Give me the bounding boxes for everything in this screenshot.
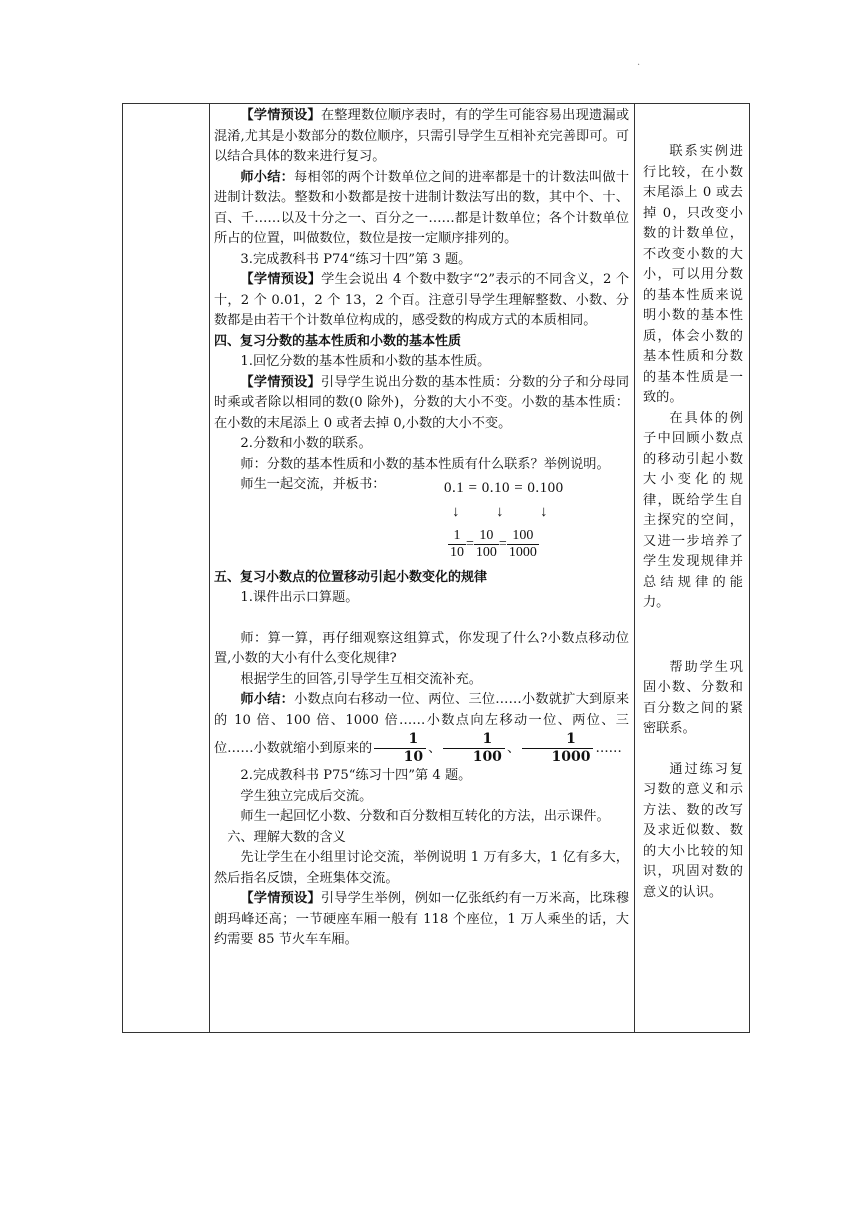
paragraph: 【学情预设】引导学生说出分数的基本性质：分数的分子和分母同时乘或者除以相同的数(0 除外)，分数的大小不变。小数的基本性质：在小数的末尾添上 0 或者去掉 0,小数的大小不变。 bbox=[214, 374, 630, 431]
paragraph: 师：分数的基本性质和小数的基本性质有什么联系？举例说明。 bbox=[240, 456, 610, 472]
board-writing bbox=[214, 476, 629, 568]
paragraph: 学生独立完成后交流。 bbox=[240, 788, 373, 804]
design-note: 在具体的例子中回顾小数点的移动引起小数大小变化的规律，既给学生自主探究的空间，又进一步培养了学生发现规律并总结规律的能力。 bbox=[643, 410, 743, 610]
process-column bbox=[210, 104, 635, 1033]
paragraph: 【学情预设】在整理数位顺序表时，有的学生可能容易出现遗漏或混淆,尤其是小数部分的数位顺序，只需引导学生互相补充完善即可。可以结合具体的数来进行复习。 bbox=[214, 108, 630, 164]
fraction: $\frac{1}{10}$ bbox=[450, 527, 464, 560]
paragraph: 1.课件出示口算题。 bbox=[240, 590, 359, 605]
down-arrow-icon: ↓ bbox=[496, 503, 504, 520]
paragraph: 2.完成教科书 P75“练习十四”第 4 题。 bbox=[240, 768, 472, 783]
section-heading: 五、复习小数点的位置移动引起小数变化的规律 bbox=[214, 569, 488, 585]
design-note: 联系实例进行比较，在小数末尾添上 0 或去掉 0，只改变小数的计数单位，不改变小数的大小，可以用分数的基本性质来说明小数的基本性质，体会小数的基本性质和分数的基本性质是一致的。 bbox=[643, 144, 743, 405]
paragraph: 先让学生在小组里讨论交流，举例说明 1 万有多大，1 亿有多大，然后指名反馈，全班集体交流。 bbox=[214, 850, 629, 886]
lesson-plan-table bbox=[122, 103, 750, 1033]
paragraph: 师：算一算，再仔细观察这组算式，你发现了什么?小数点移动位置,小数的大小有什么变化规律? bbox=[214, 630, 629, 666]
paragraph: 1.回忆分数的基本性质和小数的基本性质。 bbox=[240, 354, 491, 369]
paragraph: 根据学生的回答,引导学生互相交流补充。 bbox=[240, 671, 482, 687]
design-note: 帮助学生巩固小数、分数和百分数之间的紧密联系。 bbox=[643, 659, 743, 736]
fraction-equation: $\frac{1}{10}$ = $\frac{10}{100}$ = $\frac{100}{1000}$ bbox=[450, 527, 537, 560]
page-mark: · bbox=[637, 60, 641, 71]
down-arrow-icon: ↓ bbox=[540, 503, 548, 520]
paragraph: 师生一起交流，并板书： bbox=[240, 477, 386, 492]
fraction: $\frac{1}{100}$ bbox=[443, 731, 505, 766]
design-note: 通过练习复习数的意义和示方法、数的改写及求近似数、数的大小比较的知识，巩固对数的意义的认识。 bbox=[643, 761, 743, 900]
paragraph: 师生一起回忆小数、分数和百分数相互转化的方法，出示课件。 bbox=[240, 809, 610, 824]
paragraph: 3.完成教科书 P74“练习十四”第 3 题。 bbox=[240, 251, 472, 267]
fraction: $\frac{10}{100}$ bbox=[475, 527, 497, 560]
paragraph: 【学情预设】学生会说出 4 个数中数字“2”表示的不同含义，2 个十，2 个 0.01，2 个 13，2 个百。注意引导学生理解整数、小数、分数都是由若干个计数单位构成的，感受数的构成方式的本质相同。 bbox=[214, 272, 630, 328]
fraction: $\frac{100}{1000}$ bbox=[508, 527, 537, 560]
decimal-equation: 0.1 = 0.10 = 0.100 bbox=[444, 479, 564, 496]
paragraph: 师小结：每相邻的两个计数单位之间的进率都是十的计数法叫做十进制计数法。整数和小数都是按十进制计数法写出的数，其中个、十、百、千……以及十分之一、百分之一……都是计数单位；各个计数单位所占的位置，叫做数位，数位是按一定顺序排列的。 bbox=[214, 169, 630, 246]
section-heading: 四、复习分数的基本性质和小数的基本性质 bbox=[214, 333, 462, 349]
fraction: $\frac{1}{10}$ bbox=[374, 731, 426, 766]
paragraph: 2.分数和小数的联系。 bbox=[240, 436, 372, 451]
paragraph: 师小结：小数点向右移动一位、两位、三位……小数就扩大到原来的 10 倍、100 倍、1000 倍……小数点向左移动一位、两位、三位……小数就缩小到原来的 $\frac{1}{10}$ 、 $\frac{1}{100}$ 、 $\frac{1}{1000}$ …… bbox=[214, 692, 630, 765]
paragraph: 【学情预设】引导学生举例，例如一亿张纸约有一万米高，比珠穆朗玛峰还高；一节硬座车厢一般有 118 个座位，1 万人乘坐的话，大约需要 85 节火车车厢。 bbox=[214, 891, 630, 947]
fraction: $\frac{1}{1000}$ bbox=[522, 731, 593, 766]
section-heading: 六、理解大数的含义 bbox=[227, 829, 346, 845]
design-intent-column bbox=[635, 104, 750, 1033]
down-arrow-icon: ↓ bbox=[452, 503, 460, 520]
stage-column bbox=[123, 104, 210, 1033]
